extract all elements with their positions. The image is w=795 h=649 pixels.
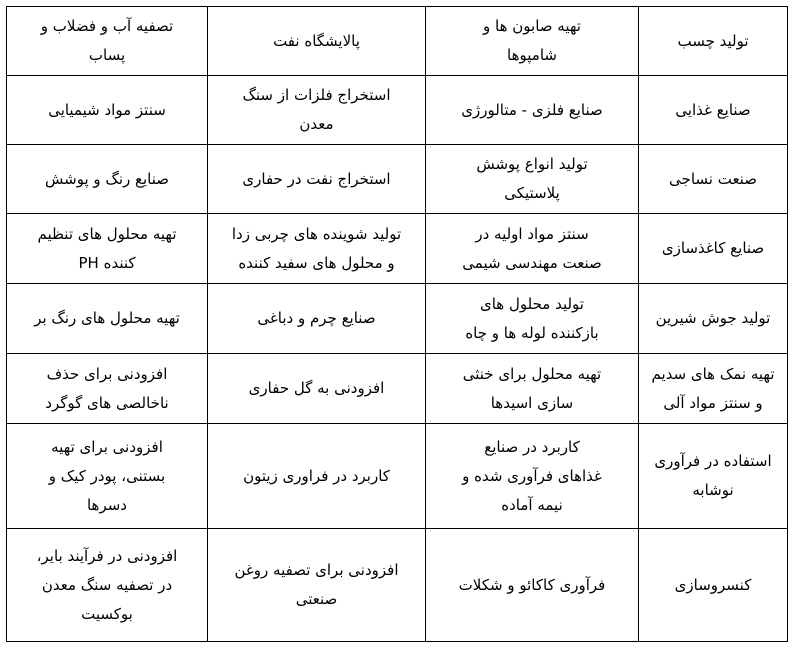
table-cell: افزودنی برای حذف ناخالصی های گوگرد — [7, 354, 208, 424]
table-row — [7, 76, 788, 145]
table-cell: استخراج نفت در حفاری — [208, 145, 426, 214]
table-row — [7, 424, 788, 529]
table-cell: تهیه محلول برای خنثی سازی اسیدها — [426, 354, 639, 424]
table-row — [7, 284, 788, 354]
applications-table — [6, 6, 788, 642]
table-row — [7, 354, 788, 424]
table-cell: تهیه محلول های رنگ بر — [7, 284, 208, 354]
table-cell: فرآوری کاکائو و شکلات — [426, 529, 639, 642]
table-cell: کاربرد در صنایع غذاهای فرآوری شده و نیمه آماده — [426, 424, 639, 529]
table-cell: افزودنی در فرآیند بایر، در تصفیه سنگ معدن بوکسیت — [7, 529, 208, 642]
table-cell: صنایع چرم و دباغی — [208, 284, 426, 354]
table-cell: تهیه محلول های تنظیم کننده PH — [7, 214, 208, 284]
table-cell: استفاده در فرآوری نوشابه — [639, 424, 788, 529]
table-cell: صنعت نساجی — [639, 145, 788, 214]
table-cell: استخراج فلزات از سنگ معدن — [208, 76, 426, 145]
table-cell: تولید انواع پوشش پلاستیکی — [426, 145, 639, 214]
table-cell: افزودنی برای تهیه بستنی، پودر کیک و دسرها — [7, 424, 208, 529]
table-cell: تهیه نمک های سدیم و سنتز مواد آلی — [639, 354, 788, 424]
table-cell: صنایع فلزی - متالورژی — [426, 76, 639, 145]
table-cell: تولید جوش شیرین — [639, 284, 788, 354]
table-cell: پالایشگاه نفت — [208, 7, 426, 76]
table-cell: افزودنی برای تصفیه روغن صنعتی — [208, 529, 426, 642]
table-cell: سنتز مواد اولیه در صنعت مهندسی شیمی — [426, 214, 639, 284]
table-cell: صنایع کاغذسازی — [639, 214, 788, 284]
table-row — [7, 145, 788, 214]
table-cell: کاربرد در فراوری زیتون — [208, 424, 426, 529]
table-cell: تصفیه آب و فضلاب و پساب — [7, 7, 208, 76]
table-cell: تولید شوینده های چربی زدا و محلول های سفید کننده — [208, 214, 426, 284]
table-cell: صنایع رنگ و پوشش — [7, 145, 208, 214]
table-cell: تولید محلول های بازکننده لوله ها و چاه — [426, 284, 639, 354]
table-row — [7, 214, 788, 284]
table-cell: کنسروسازی — [639, 529, 788, 642]
table-cell: افزودنی به گل حفاری — [208, 354, 426, 424]
table-row — [7, 529, 788, 642]
table-cell: صنایع غذایی — [639, 76, 788, 145]
table-cell: تهیه صابون ها و شامپوها — [426, 7, 639, 76]
table-cell: تولید چسب — [639, 7, 788, 76]
table-row — [7, 7, 788, 76]
table-cell: سنتز مواد شیمیایی — [7, 76, 208, 145]
